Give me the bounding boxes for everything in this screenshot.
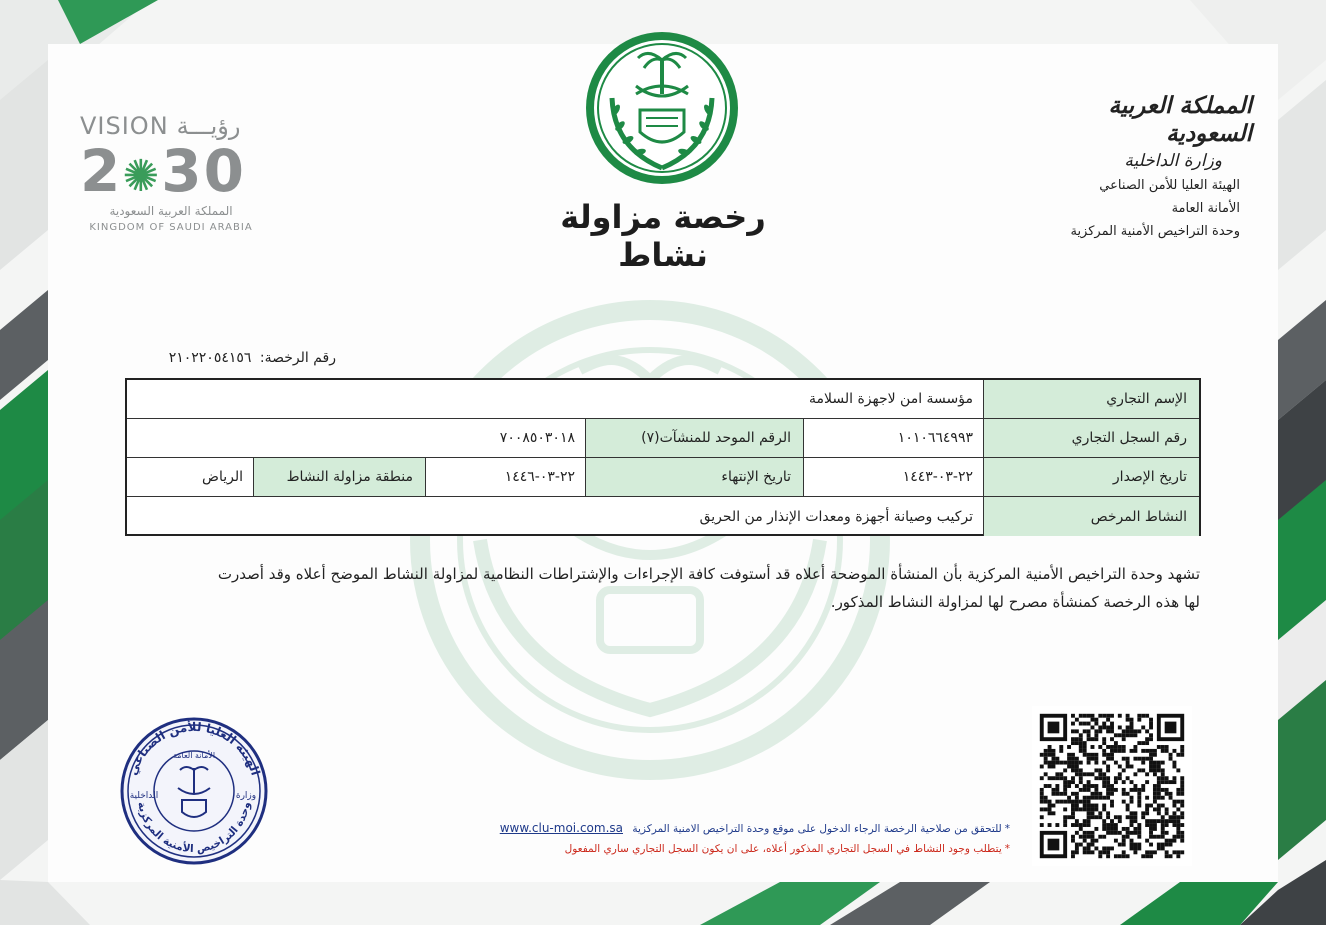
trade-name-value: مؤسسة امن لاجهزة السلامة: [808, 391, 973, 407]
issue-date-label: تاريخ الإصدار: [983, 458, 1199, 496]
cr-label: رقم السجل التجاري: [983, 419, 1199, 457]
verify-link[interactable]: www.clu-moi.com.sa: [499, 821, 623, 835]
certification-statement: [130, 560, 1200, 616]
footer-notes: [420, 818, 1010, 859]
ministry-name: وزارة الداخلية: [1124, 151, 1222, 171]
cr-value: ١٠١٠٦٦٤٩٩٣: [803, 419, 983, 457]
official-seal-stamp: [118, 716, 270, 866]
issue-date-value: ٢٢-٠٣-١٤٤٣: [803, 458, 983, 496]
region-value: الرياض: [202, 469, 243, 485]
license-number: [130, 350, 336, 366]
verify-note: *للتحقق من صلاحية الرخصة الرجاء الدخول على موقع وحدة التراخيص الامنية المركزية www.clu-moi.com.sa: [499, 821, 1010, 835]
seal-bottom-text: وحدة التراخيص الأمنية المركزية: [135, 800, 253, 856]
table-row: [127, 497, 1199, 536]
activity-label: النشاط المرخص: [983, 497, 1199, 536]
vision-2030-logo: [80, 112, 270, 240]
statement-line-1: تشهد وحدة التراخيص الأمنية المركزية بأن المنشأة الموضحة أعلاه قد أستوفت كافة الإجراءات والإشتراطات النظامية لمزاولة النشاط الموضح أعلاه وقد أصدرت: [217, 565, 1200, 583]
trade-name-label: الإسم التجاري: [983, 380, 1199, 418]
seal-left-text: الداخلية: [129, 791, 159, 801]
issuer-header: [1040, 92, 1252, 243]
palm-icon: ✺: [122, 151, 162, 202]
license-number-label: رقم الرخصة:: [259, 350, 336, 366]
activity-value: تركيب وصيانة أجهزة ومعدات الإنذار من الحريق: [699, 508, 973, 525]
seal-inner-text: الأمانة العامة: [172, 751, 216, 760]
license-number-value: ٢١٠٢٢٠٥٤١٥٦: [168, 350, 252, 366]
statement-line-2: لها هذه الرخصة كمنشأة مصرح لها لمزاولة النشاط المذكور.: [830, 593, 1200, 611]
vision-year: 2✺30: [80, 137, 246, 205]
expiry-date-label: تاريخ الإنتهاء: [585, 458, 803, 496]
unified-number-label: الرقم الموحد للمنشآت(٧): [585, 419, 803, 457]
region-label: منطقة مزاولة النشاط: [253, 458, 425, 496]
secretariat-name: الأمانة العامة: [1171, 201, 1240, 216]
authority-name: الهيئة العليا للأمن الصناعي: [1099, 178, 1240, 193]
ministry-emblem-icon: [582, 28, 742, 188]
table-row: [127, 380, 1199, 419]
requirement-note: *يتطلب وجود النشاط في السجل التجاري المذكور أعلاه، على ان يكون السجل التجاري ساري المفعول: [564, 843, 1010, 855]
table-row: [127, 458, 1199, 497]
vision-word: VISION رؤيـــة: [80, 112, 241, 140]
vision-kingdom-ar: المملكة العربية السعودية: [109, 204, 233, 218]
unit-name: وحدة التراخيص الأمنية المركزية: [1070, 224, 1240, 239]
kingdom-name: المملكة العربية السعودية: [1108, 92, 1252, 147]
qr-code[interactable]: [1032, 706, 1192, 866]
seal-outer-text: الهيئة العليا للأمن الصناعي: [125, 719, 263, 778]
certificate-title: رخصة مزاولة نشاط: [560, 198, 766, 274]
expiry-date-value: ٢٢-٠٣-١٤٤٦: [425, 458, 585, 496]
seal-right-text: وزارة: [235, 791, 257, 801]
vision-kingdom-en: KINGDOM OF SAUDI ARABIA: [89, 222, 253, 233]
license-details-table: [125, 378, 1201, 536]
unified-number-value: ٧٠٠٨٥٠٣٠١٨: [499, 430, 575, 446]
table-row: [127, 419, 1199, 458]
